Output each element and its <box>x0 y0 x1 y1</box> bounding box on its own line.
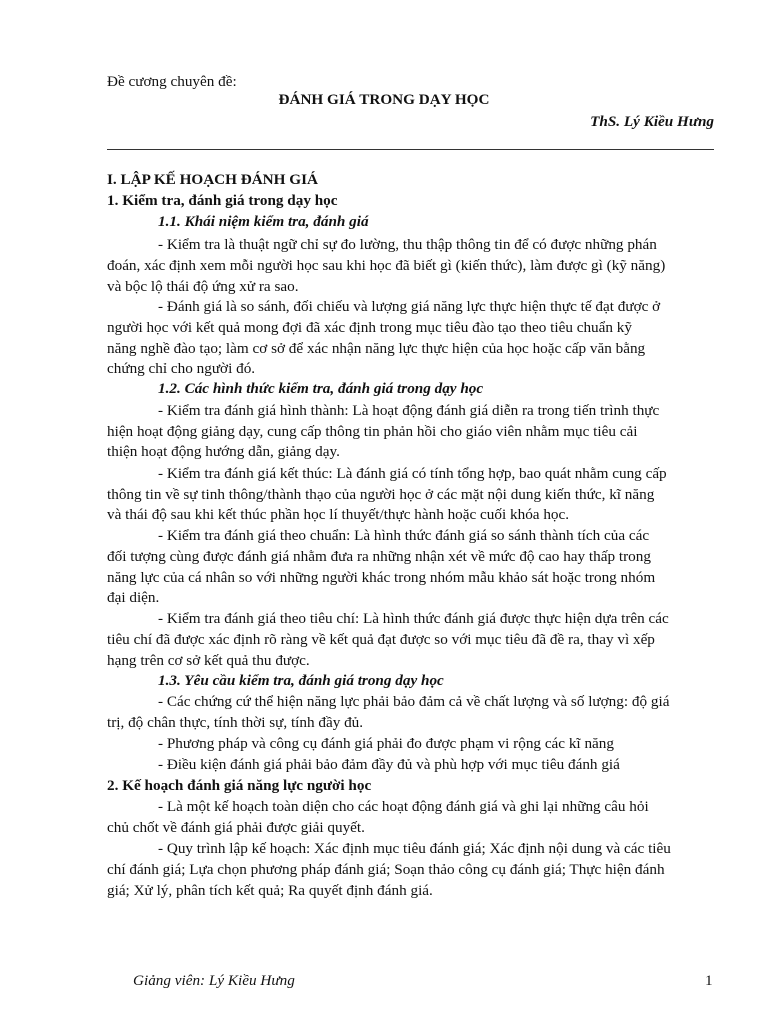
paragraph-line: - Kiểm tra đánh giá hình thành: Là hoạt động đánh giá diễn ra trong tiến trình thực <box>158 402 660 419</box>
paragraph-line: - Kiểm tra đánh giá theo tiêu chí: Là hình thức đánh giá được thực hiện dựa trên các <box>158 610 669 627</box>
paragraph-line: đối tượng cùng được đánh giá nhằm đưa ra những nhận xét về mức độ cao hay thấp trong <box>107 548 651 565</box>
paragraph-line: hiện hoạt động giảng dạy, cung cấp thông tin phản hồi cho giáo viên nhằm mục tiêu cải <box>107 423 638 440</box>
section-heading: I. LẬP KẾ HOẠCH ĐÁNH GIÁ <box>107 171 318 188</box>
paragraph-line: năng lực của cá nhân so với những người khác trong nhóm mẫu khảo sát hoặc trong nhóm <box>107 569 656 586</box>
author-line: ThS. Lý Kiều Hưng <box>590 113 714 130</box>
subsection-heading: 2. Kế hoạch đánh giá năng lực người học <box>107 777 372 794</box>
paragraph-line: - Đánh giá là so sánh, đối chiếu và lượng giá năng lực thực hiện thực tế đạt được ở <box>158 298 661 315</box>
footer-lecturer: Giảng viên: Lý Kiều Hưng <box>133 972 295 989</box>
paragraph-line: tiêu chí đã được xác định rõ ràng về kết quả đạt được so với mục tiêu đã đề ra, thay vì xếp <box>107 631 655 648</box>
paragraph-line: - Kiểm tra đánh giá kết thúc: Là đánh giá có tính tổng hợp, bao quát nhằm cung cấp <box>158 465 667 482</box>
outline-label: Đề cương chuyên đề: <box>107 73 237 90</box>
paragraph-line: và bộc lộ thái độ ứng xử ra sao. <box>107 278 299 295</box>
paragraph-line: - Điều kiện đánh giá phải bảo đảm đầy đủ và phù hợp với mục tiêu đánh giá <box>158 756 620 773</box>
subsubsection-heading: 1.1. Khái niệm kiểm tra, đánh giá <box>158 213 369 230</box>
paragraph-line: trị, độ chân thực, tính thời sự, tính đầy đủ. <box>107 714 364 731</box>
paragraph-line: người học với kết quả mong đợi đã xác định trong mục tiêu đào tạo theo tiêu chuẩn kỹ <box>107 319 632 336</box>
paragraph-line: và thái độ sau khi kết thúc phần học lí thuyết/thực hành hoặc cuối khóa học. <box>107 506 570 523</box>
paragraph-line: thiện hoạt động hướng dẫn, giảng dạy. <box>107 443 340 460</box>
document-title: ĐÁNH GIÁ TRONG DẠY HỌC <box>278 91 490 108</box>
paragraph-line: đoán, xác định xem mỗi người học sau khi học đã biết gì (kiến thức), làm được gì (kỹ năng) <box>107 257 666 274</box>
paragraph-line: đại diện. <box>107 589 160 606</box>
paragraph-line: thông tin về sự tinh thông/thành thạo của người học ở các mặt nội dung kiến thức, kĩ năng <box>107 486 655 503</box>
subsection-heading: 1. Kiểm tra, đánh giá trong dạy học <box>107 192 338 209</box>
paragraph-line: - Kiểm tra là thuật ngữ chỉ sự đo lường, thu thập thông tin để có được những phán <box>158 236 657 253</box>
paragraph-line: năng nghề đào tạo; làm cơ sở để xác nhận năng lực thực hiện của học hoặc cấp văn bằng <box>107 340 646 357</box>
subsubsection-heading: 1.3. Yêu cầu kiểm tra, đánh giá trong dạy học <box>158 672 444 689</box>
paragraph-line: - Là một kế hoạch toàn diện cho các hoạt động đánh giá và ghi lại những câu hỏi <box>158 798 649 815</box>
footer-page-number: 1 <box>705 972 713 989</box>
paragraph-line: giá; Xử lý, phân tích kết quả; Ra quyết định đánh giá. <box>107 882 433 899</box>
paragraph-line: - Quy trình lập kế hoạch: Xác định mục tiêu đánh giá; Xác định nội dung và các tiêu <box>158 840 671 857</box>
paragraph-line: - Các chứng cứ thể hiện năng lực phải bảo đảm cả về chất lượng và số lượng: độ giá <box>158 693 670 710</box>
paragraph-line: chí đánh giá; Lựa chọn phương pháp đánh giá; Soạn thảo công cụ đánh giá; Thực hiện đánh <box>107 861 665 878</box>
paragraph-line: chứng chỉ cho người đó. <box>107 360 256 377</box>
subsubsection-heading: 1.2. Các hình thức kiểm tra, đánh giá trong dạy học <box>158 380 484 397</box>
paragraph-line: - Kiểm tra đánh giá theo chuẩn: Là hình thức đánh giá so sánh thành tích của các <box>158 527 650 544</box>
paragraph-line: hạng trên cơ sở kết quả thu được. <box>107 652 310 669</box>
header-divider <box>107 149 714 150</box>
paragraph-line: - Phương pháp và công cụ đánh giá phải đo được phạm vi rộng các kĩ năng <box>158 735 614 752</box>
paragraph-line: chủ chốt về đánh giá phải được giải quyết. <box>107 819 365 836</box>
